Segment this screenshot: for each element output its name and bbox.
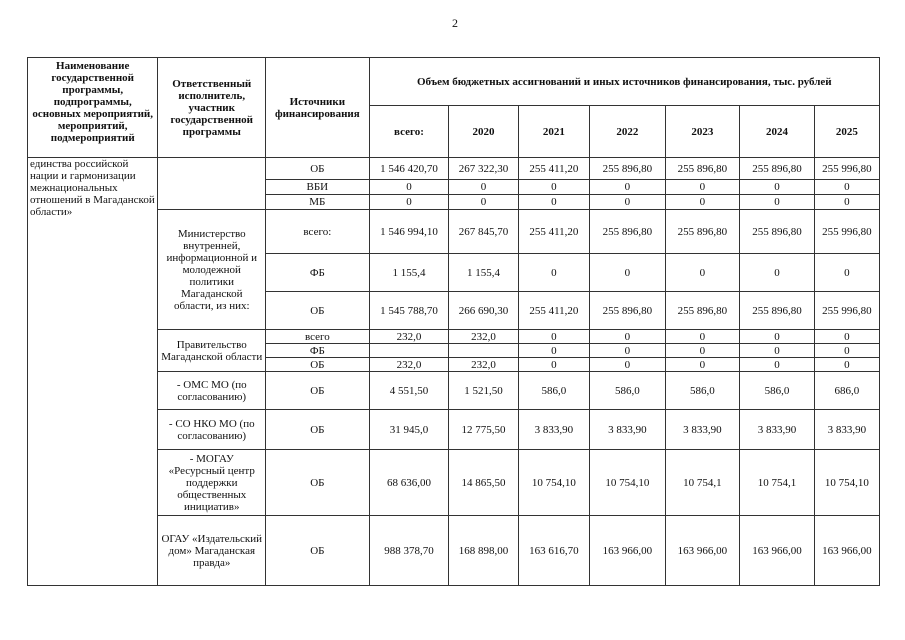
value-cell: 168 898,00	[449, 516, 518, 586]
header-year-2024: 2024	[740, 106, 815, 158]
value-cell: 0	[665, 195, 740, 210]
value-cell: 255 896,80	[590, 158, 666, 180]
source-cell: ФБ	[266, 254, 370, 292]
value-cell: 0	[369, 180, 449, 195]
value-cell: 1 546 420,70	[369, 158, 449, 180]
source-cell: ОБ	[266, 410, 370, 450]
header-year-2023: 2023	[665, 106, 740, 158]
program-name-cell	[28, 158, 158, 586]
value-cell: 586,0	[590, 372, 666, 410]
value-cell: 267 322,30	[449, 158, 518, 180]
value-cell: 232,0	[369, 330, 449, 344]
header-name: Наименование государственной программы, подпрограммы, основных мероприятий, мероприятий, подмероприятий	[28, 58, 158, 158]
value-cell: 0	[740, 358, 815, 372]
source-cell: ВБИ	[266, 180, 370, 195]
header-executor: Ответственный исполнитель, участник государственной программы	[158, 58, 266, 158]
value-cell: 0	[590, 330, 666, 344]
value-cell: 586,0	[740, 372, 815, 410]
source-cell: ОБ	[266, 450, 370, 516]
value-cell: 3 833,90	[590, 410, 666, 450]
executor-cell: ОГАУ «Издательский дом» Магаданская правда»	[158, 516, 266, 586]
value-cell: 0	[590, 344, 666, 358]
value-cell: 14 865,50	[449, 450, 518, 516]
value-cell: 0	[665, 330, 740, 344]
value-cell: 10 754,10	[518, 450, 589, 516]
header-year-2020: 2020	[449, 106, 518, 158]
executor-cell: Правительство Магаданской области	[158, 330, 266, 372]
value-cell: 0	[814, 330, 879, 344]
value-cell: 0	[814, 358, 879, 372]
header-year-total: всего:	[369, 106, 449, 158]
value-cell: 0	[449, 195, 518, 210]
value-cell: 255 996,80	[814, 210, 879, 254]
value-cell: 586,0	[665, 372, 740, 410]
value-cell: 10 754,10	[590, 450, 666, 516]
value-cell: 0	[369, 195, 449, 210]
header-year-2025: 2025	[814, 106, 879, 158]
value-cell: 0	[590, 180, 666, 195]
value-cell: 0	[518, 330, 589, 344]
value-cell: 255 896,80	[665, 292, 740, 330]
value-cell: 0	[814, 254, 879, 292]
program-name-text: единства российской нации и гармонизации межнациональных отношений в Магаданской области»	[30, 158, 155, 218]
source-cell: ОБ	[266, 158, 370, 180]
value-cell: 0	[518, 180, 589, 195]
executor-cell	[158, 158, 266, 210]
page-number: 2	[452, 16, 458, 30]
value-cell: 232,0	[449, 358, 518, 372]
value-cell: 267 845,70	[449, 210, 518, 254]
budget-table	[27, 57, 880, 586]
value-cell: 266 690,30	[449, 292, 518, 330]
source-cell: ОБ	[266, 372, 370, 410]
value-cell: 0	[518, 195, 589, 210]
value-cell: 10 754,10	[814, 450, 879, 516]
value-cell: 0	[665, 180, 740, 195]
value-cell: 988 378,70	[369, 516, 449, 586]
value-cell: 0	[814, 344, 879, 358]
value-cell: 4 551,50	[369, 372, 449, 410]
value-cell: 163 966,00	[814, 516, 879, 586]
value-cell: 255 896,80	[740, 158, 815, 180]
value-cell: 0	[665, 254, 740, 292]
value-cell: 0	[740, 180, 815, 195]
value-cell: 3 833,90	[665, 410, 740, 450]
value-cell: 163 966,00	[665, 516, 740, 586]
source-cell: ОБ	[266, 358, 370, 372]
value-cell: 0	[518, 344, 589, 358]
value-cell: 686,0	[814, 372, 879, 410]
table-row	[28, 158, 880, 180]
value-cell: 0	[740, 195, 815, 210]
value-cell: 1 155,4	[369, 254, 449, 292]
value-cell: 255 896,80	[590, 210, 666, 254]
value-cell: 12 775,50	[449, 410, 518, 450]
value-cell: 255 411,20	[518, 292, 589, 330]
value-cell: 0	[740, 254, 815, 292]
source-cell: ОБ	[266, 516, 370, 586]
header-sources: Источники финансирования	[266, 58, 370, 158]
value-cell: 255 411,20	[518, 158, 589, 180]
value-cell: 0	[590, 358, 666, 372]
source-cell: МБ	[266, 195, 370, 210]
source-cell: ОБ	[266, 292, 370, 330]
value-cell: 10 754,1	[665, 450, 740, 516]
value-cell: 31 945,0	[369, 410, 449, 450]
header-year-2021: 2021	[518, 106, 589, 158]
value-cell	[369, 344, 449, 358]
value-cell: 586,0	[518, 372, 589, 410]
value-cell: 3 833,90	[740, 410, 815, 450]
value-cell: 0	[740, 344, 815, 358]
value-cell: 163 616,70	[518, 516, 589, 586]
value-cell: 0	[590, 195, 666, 210]
value-cell: 255 996,80	[814, 292, 879, 330]
value-cell: 0	[740, 330, 815, 344]
value-cell: 0	[814, 195, 879, 210]
header-year-2022: 2022	[590, 106, 666, 158]
value-cell: 0	[518, 254, 589, 292]
value-cell: 255 896,80	[590, 292, 666, 330]
value-cell: 232,0	[369, 358, 449, 372]
value-cell: 1 546 994,10	[369, 210, 449, 254]
executor-cell: Министерство внутренней, информационной и молодежной политики Магаданской области, из них:	[158, 210, 266, 330]
value-cell: 0	[590, 254, 666, 292]
executor-cell: - ОМС МО (по согласованию)	[158, 372, 266, 410]
value-cell: 163 966,00	[590, 516, 666, 586]
value-cell: 163 966,00	[740, 516, 815, 586]
value-cell: 255 896,80	[740, 210, 815, 254]
value-cell: 3 833,90	[518, 410, 589, 450]
value-cell: 255 996,80	[814, 158, 879, 180]
value-cell: 10 754,1	[740, 450, 815, 516]
source-cell: всего	[266, 330, 370, 344]
value-cell: 255 411,20	[518, 210, 589, 254]
value-cell: 232,0	[449, 330, 518, 344]
value-cell: 0	[665, 344, 740, 358]
executor-cell: - СО НКО МО (по согласованию)	[158, 410, 266, 450]
value-cell: 68 636,00	[369, 450, 449, 516]
header-allocation-group: Объем бюджетных ассигнований и иных источников финансирования, тыс. рублей	[369, 58, 879, 106]
value-cell: 1 521,50	[449, 372, 518, 410]
value-cell: 0	[518, 358, 589, 372]
value-cell: 1 545 788,70	[369, 292, 449, 330]
value-cell: 255 896,80	[665, 158, 740, 180]
value-cell: 255 896,80	[740, 292, 815, 330]
value-cell: 0	[814, 180, 879, 195]
value-cell: 3 833,90	[814, 410, 879, 450]
source-cell: ФБ	[266, 344, 370, 358]
source-cell: всего:	[266, 210, 370, 254]
executor-cell: - МОГАУ «Ресурсный центр поддержки общественных инициатив»	[158, 450, 266, 516]
value-cell: 255 896,80	[665, 210, 740, 254]
value-cell	[449, 344, 518, 358]
value-cell: 1 155,4	[449, 254, 518, 292]
value-cell: 0	[449, 180, 518, 195]
value-cell: 0	[665, 358, 740, 372]
